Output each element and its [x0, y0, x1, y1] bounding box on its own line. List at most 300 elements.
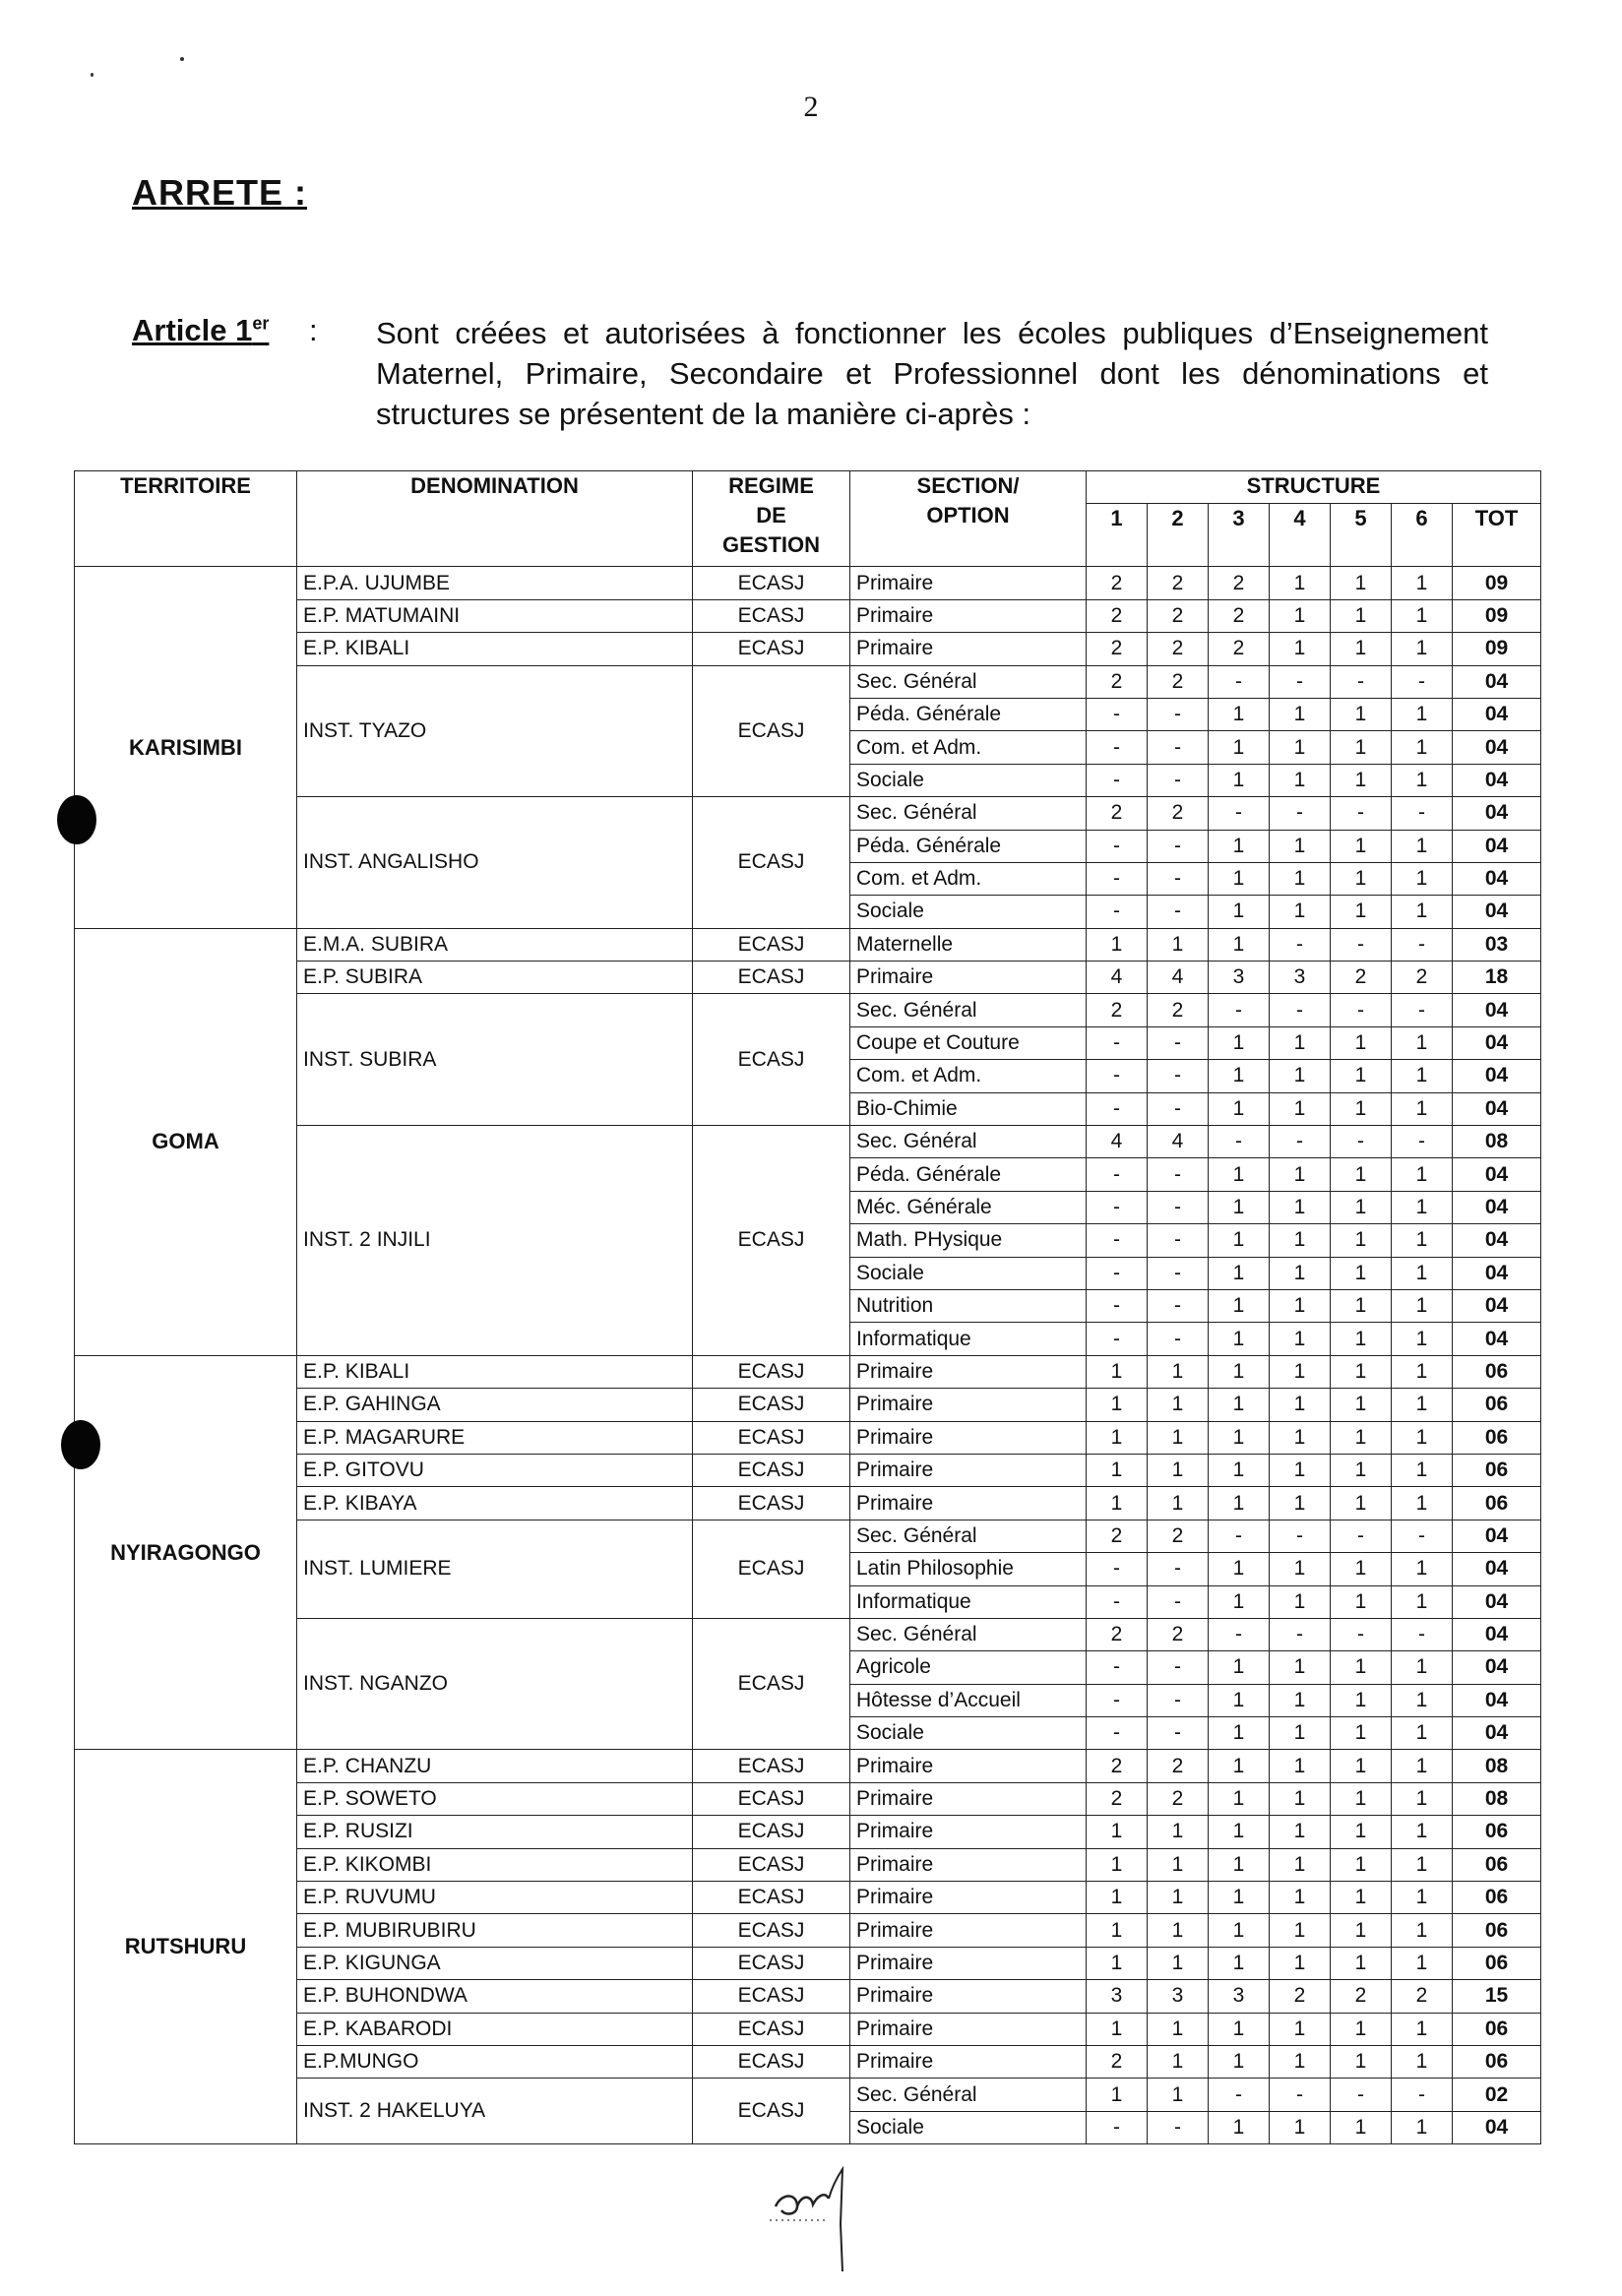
- regime-cell: ECASJ: [693, 633, 850, 665]
- structure-cell-5: 1: [1331, 1487, 1392, 1520]
- header-regime-line1: REGIME: [728, 473, 814, 498]
- total-cell: 04: [1453, 1651, 1541, 1684]
- structure-cell-3: 1: [1209, 1158, 1270, 1191]
- structure-cell-5: 1: [1331, 1848, 1392, 1881]
- regime-cell: ECASJ: [693, 1421, 850, 1454]
- option-cell: Sociale: [850, 2111, 1087, 2143]
- structure-cell-3: 1: [1209, 1585, 1270, 1618]
- structure-cell-1: 1: [1087, 1914, 1148, 1947]
- header-denomination: DENOMINATION: [297, 471, 693, 567]
- structure-cell-4: 1: [1270, 1454, 1331, 1486]
- regime-cell: ECASJ: [693, 1126, 850, 1356]
- option-cell: Primaire: [850, 1421, 1087, 1454]
- total-cell: 15: [1453, 1980, 1541, 2013]
- structure-cell-2: 1: [1148, 1914, 1209, 1947]
- total-cell: 04: [1453, 1684, 1541, 1716]
- structure-cell-4: 1: [1270, 1224, 1331, 1257]
- signature: [768, 2165, 866, 2278]
- structure-cell-1: 4: [1087, 1126, 1148, 1158]
- structure-cell-5: 1: [1331, 1684, 1392, 1716]
- regime-cell: ECASJ: [693, 1882, 850, 1914]
- structure-cell-3: 1: [1209, 1454, 1270, 1486]
- structure-cell-2: -: [1148, 2111, 1209, 2143]
- structure-table-wrapper: [74, 470, 1541, 2144]
- denomination-cell: E.P. SOWETO: [297, 1782, 693, 1815]
- structure-cell-2: -: [1148, 1585, 1209, 1618]
- denomination-cell: E.P.A. UJUMBE: [297, 567, 693, 599]
- structure-cell-6: 1: [1392, 830, 1453, 862]
- denomination-cell: E.P. KIBALI: [297, 1355, 693, 1388]
- structure-cell-6: -: [1392, 1618, 1453, 1650]
- total-cell: 04: [1453, 731, 1541, 764]
- denomination-cell: E.P. KIBAYA: [297, 1487, 693, 1520]
- structure-cell-2: -: [1148, 731, 1209, 764]
- structure-cell-6: -: [1392, 928, 1453, 961]
- signature-mark: [768, 2165, 866, 2273]
- structure-cell-6: 1: [1392, 1782, 1453, 1815]
- structure-cell-1: -: [1087, 731, 1148, 764]
- total-cell: 09: [1453, 599, 1541, 632]
- structure-cell-6: 1: [1392, 1389, 1453, 1421]
- denomination-cell: INST. NGANZO: [297, 1618, 693, 1750]
- total-cell: 02: [1453, 2079, 1541, 2111]
- denomination-cell: INST. ANGALISHO: [297, 797, 693, 929]
- option-cell: Péda. Générale: [850, 698, 1087, 730]
- total-cell: 06: [1453, 1882, 1541, 1914]
- total-cell: 04: [1453, 994, 1541, 1026]
- structure-cell-4: 2: [1270, 1980, 1331, 2013]
- structure-cell-2: 2: [1148, 1520, 1209, 1552]
- structure-cell-3: 1: [1209, 1389, 1270, 1421]
- total-cell: 04: [1453, 1158, 1541, 1191]
- structure-cell-4: 1: [1270, 1848, 1331, 1881]
- structure-cell-3: 1: [1209, 1487, 1270, 1520]
- structure-cell-1: 2: [1087, 599, 1148, 632]
- structure-cell-5: 1: [1331, 862, 1392, 895]
- option-cell: Primaire: [850, 1389, 1087, 1421]
- structure-cell-2: 2: [1148, 797, 1209, 830]
- structure-cell-1: 1: [1087, 1355, 1148, 1388]
- structure-cell-6: 1: [1392, 1651, 1453, 1684]
- denomination-cell: E.P. KIBALI: [297, 633, 693, 665]
- structure-cell-4: 1: [1270, 1092, 1331, 1125]
- structure-cell-3: -: [1209, 1126, 1270, 1158]
- denomination-cell: E.P. KABARODI: [297, 2013, 693, 2045]
- option-cell: Hôtesse d’Accueil: [850, 1684, 1087, 1716]
- total-cell: 06: [1453, 2045, 1541, 2078]
- option-cell: Primaire: [850, 1980, 1087, 2013]
- option-cell: Sociale: [850, 896, 1087, 928]
- structure-cell-4: 1: [1270, 1389, 1331, 1421]
- total-cell: 06: [1453, 1947, 1541, 1979]
- structure-cell-5: 2: [1331, 1980, 1392, 2013]
- structure-cell-6: 1: [1392, 1158, 1453, 1191]
- structure-cell-6: 1: [1392, 698, 1453, 730]
- structure-cell-1: -: [1087, 1060, 1148, 1092]
- structure-cell-4: 1: [1270, 862, 1331, 895]
- structure-cell-2: 1: [1148, 1816, 1209, 1848]
- structure-cell-4: 1: [1270, 1026, 1331, 1059]
- structure-cell-4: 1: [1270, 2045, 1331, 2078]
- structure-cell-4: -: [1270, 1126, 1331, 1158]
- option-cell: Méc. Générale: [850, 1191, 1087, 1223]
- option-cell: Com. et Adm.: [850, 1060, 1087, 1092]
- denomination-cell: E.P. GITOVU: [297, 1454, 693, 1486]
- structure-cell-2: -: [1148, 1191, 1209, 1223]
- article-body: Sont créées et autorisées à fonctionner les écoles publiques d’Enseignement Maternel, Primaire, Secondaire et Professionnel dont les dénominations et structures se présentent de la manière ci-après :: [376, 316, 1488, 431]
- structure-cell-1: 1: [1087, 928, 1148, 961]
- structure-cell-4: -: [1270, 665, 1331, 698]
- structure-cell-1: -: [1087, 764, 1148, 796]
- structure-cell-1: -: [1087, 698, 1148, 730]
- structure-cell-5: 1: [1331, 1289, 1392, 1322]
- denomination-cell: E.P. MUBIRUBIRU: [297, 1914, 693, 1947]
- header-regime: [693, 471, 850, 567]
- denomination-cell: E.M.A. SUBIRA: [297, 928, 693, 961]
- option-cell: Sec. Général: [850, 797, 1087, 830]
- structure-cell-5: -: [1331, 1126, 1392, 1158]
- structure-cell-6: 2: [1392, 962, 1453, 994]
- total-cell: 04: [1453, 1553, 1541, 1585]
- structure-cell-6: 1: [1392, 764, 1453, 796]
- option-cell: Com. et Adm.: [850, 731, 1087, 764]
- structure-cell-4: -: [1270, 994, 1331, 1026]
- arrete-heading: ARRETE :: [132, 172, 307, 213]
- total-cell: 04: [1453, 1618, 1541, 1650]
- structure-cell-2: 1: [1148, 1389, 1209, 1421]
- total-cell: 18: [1453, 962, 1541, 994]
- structure-cell-6: 1: [1392, 1585, 1453, 1618]
- option-cell: Primaire: [850, 1454, 1087, 1486]
- structure-cell-2: -: [1148, 862, 1209, 895]
- structure-cell-5: -: [1331, 1520, 1392, 1552]
- structure-cell-4: 1: [1270, 1816, 1331, 1848]
- structure-cell-3: -: [1209, 665, 1270, 698]
- structure-cell-6: 1: [1392, 1454, 1453, 1486]
- structure-cell-2: 2: [1148, 633, 1209, 665]
- header-col-5: 5: [1331, 504, 1392, 567]
- structure-cell-1: 1: [1087, 1487, 1148, 1520]
- scan-speck: [91, 73, 94, 77]
- total-cell: 04: [1453, 896, 1541, 928]
- denomination-cell: INST. SUBIRA: [297, 994, 693, 1126]
- structure-cell-6: 2: [1392, 1980, 1453, 2013]
- denomination-cell: E.P. CHANZU: [297, 1750, 693, 1782]
- structure-cell-6: 1: [1392, 2045, 1453, 2078]
- option-cell: Primaire: [850, 567, 1087, 599]
- scan-speck: [180, 57, 184, 61]
- total-cell: 06: [1453, 1914, 1541, 1947]
- structure-cell-4: 1: [1270, 1421, 1331, 1454]
- regime-cell: ECASJ: [693, 1618, 850, 1750]
- structure-cell-5: 1: [1331, 2045, 1392, 2078]
- structure-cell-5: -: [1331, 2079, 1392, 2111]
- option-cell: Sec. Général: [850, 994, 1087, 1026]
- page-number: 2: [803, 91, 819, 123]
- total-cell: 08: [1453, 1782, 1541, 1815]
- option-cell: Sociale: [850, 1717, 1087, 1750]
- structure-cell-5: 1: [1331, 1717, 1392, 1750]
- structure-cell-3: 1: [1209, 1684, 1270, 1716]
- structure-cell-6: 1: [1392, 633, 1453, 665]
- structure-cell-4: 1: [1270, 1487, 1331, 1520]
- structure-cell-1: 4: [1087, 962, 1148, 994]
- regime-cell: ECASJ: [693, 1750, 850, 1782]
- structure-cell-3: 2: [1209, 599, 1270, 632]
- structure-cell-5: 1: [1331, 731, 1392, 764]
- structure-cell-4: 1: [1270, 1684, 1331, 1716]
- option-cell: Primaire: [850, 1947, 1087, 1979]
- structure-cell-1: 1: [1087, 1848, 1148, 1881]
- regime-cell: ECASJ: [693, 1980, 850, 2013]
- structure-cell-1: -: [1087, 1717, 1148, 1750]
- structure-cell-2: 1: [1148, 1355, 1209, 1388]
- regime-cell: ECASJ: [693, 797, 850, 929]
- structure-cell-3: 1: [1209, 1257, 1270, 1289]
- structure-cell-4: 1: [1270, 896, 1331, 928]
- structure-cell-6: 1: [1392, 1060, 1453, 1092]
- option-cell: Sec. Général: [850, 665, 1087, 698]
- structure-cell-5: 1: [1331, 567, 1392, 599]
- structure-cell-5: 1: [1331, 1224, 1392, 1257]
- structure-cell-6: 1: [1392, 1684, 1453, 1716]
- structure-cell-1: -: [1087, 1553, 1148, 1585]
- structure-cell-3: 1: [1209, 1947, 1270, 1979]
- regime-cell: ECASJ: [693, 1947, 850, 1979]
- table-header: [75, 471, 1541, 567]
- structure-cell-4: -: [1270, 928, 1331, 961]
- table-row: [75, 1355, 1541, 1388]
- structure-cell-3: 1: [1209, 1224, 1270, 1257]
- regime-cell: ECASJ: [693, 1914, 850, 1947]
- structure-cell-4: 1: [1270, 1717, 1331, 1750]
- structure-cell-1: 1: [1087, 1389, 1148, 1421]
- total-cell: 04: [1453, 1191, 1541, 1223]
- structure-cell-4: 1: [1270, 731, 1331, 764]
- regime-cell: ECASJ: [693, 962, 850, 994]
- structure-cell-2: -: [1148, 1026, 1209, 1059]
- regime-cell: ECASJ: [693, 1816, 850, 1848]
- structure-cell-1: 1: [1087, 2013, 1148, 2045]
- structure-cell-1: -: [1087, 896, 1148, 928]
- option-cell: Informatique: [850, 1585, 1087, 1618]
- structure-cell-2: -: [1148, 1553, 1209, 1585]
- structure-cell-1: 1: [1087, 1816, 1148, 1848]
- structure-cell-3: 1: [1209, 1191, 1270, 1223]
- structure-cell-4: 1: [1270, 1289, 1331, 1322]
- header-regime-line2: DE: [756, 503, 786, 527]
- table-body: [75, 567, 1541, 2144]
- structure-cell-2: -: [1148, 764, 1209, 796]
- header-col-4: 4: [1270, 504, 1331, 567]
- structure-cell-1: 2: [1087, 1750, 1148, 1782]
- option-cell: Primaire: [850, 633, 1087, 665]
- structure-cell-1: -: [1087, 862, 1148, 895]
- total-cell: 04: [1453, 764, 1541, 796]
- option-cell: Sec. Général: [850, 2079, 1087, 2111]
- structure-cell-6: 1: [1392, 599, 1453, 632]
- total-cell: 06: [1453, 1421, 1541, 1454]
- structure-cell-3: 1: [1209, 1355, 1270, 1388]
- structure-cell-5: 1: [1331, 1323, 1392, 1355]
- punch-hole: [57, 795, 96, 844]
- structure-cell-5: 1: [1331, 896, 1392, 928]
- header-regime-line3: GESTION: [721, 532, 820, 557]
- structure-cell-2: 4: [1148, 962, 1209, 994]
- regime-cell: ECASJ: [693, 1782, 850, 1815]
- denomination-cell: INST. 2 HAKELUYA: [297, 2079, 693, 2144]
- structure-cell-2: -: [1148, 1651, 1209, 1684]
- structure-cell-2: 1: [1148, 1947, 1209, 1979]
- header-col-2: 2: [1148, 504, 1209, 567]
- structure-cell-4: 1: [1270, 567, 1331, 599]
- structure-cell-6: -: [1392, 2079, 1453, 2111]
- option-cell: Primaire: [850, 1914, 1087, 1947]
- structure-cell-6: 1: [1392, 1191, 1453, 1223]
- regime-cell: ECASJ: [693, 1848, 850, 1881]
- structure-cell-6: 1: [1392, 896, 1453, 928]
- structure-cell-1: 1: [1087, 1947, 1148, 1979]
- structure-cell-4: 1: [1270, 1060, 1331, 1092]
- structure-cell-4: 1: [1270, 1257, 1331, 1289]
- structure-cell-2: 1: [1148, 2079, 1209, 2111]
- denomination-cell: E.P. SUBIRA: [297, 962, 693, 994]
- structure-cell-6: 1: [1392, 1289, 1453, 1322]
- structure-cell-1: 2: [1087, 994, 1148, 1026]
- structure-cell-4: 1: [1270, 1323, 1331, 1355]
- structure-cell-3: 1: [1209, 1782, 1270, 1815]
- option-cell: Primaire: [850, 1487, 1087, 1520]
- header-col-1: 1: [1087, 504, 1148, 567]
- structure-cell-2: -: [1148, 1060, 1209, 1092]
- structure-cell-6: -: [1392, 1520, 1453, 1552]
- denomination-cell: E.P. KIKOMBI: [297, 1848, 693, 1881]
- structure-cell-3: 1: [1209, 928, 1270, 961]
- structure-cell-4: 1: [1270, 633, 1331, 665]
- option-cell: Primaire: [850, 1750, 1087, 1782]
- total-cell: 04: [1453, 1092, 1541, 1125]
- option-cell: Informatique: [850, 1323, 1087, 1355]
- structure-cell-3: 1: [1209, 1914, 1270, 1947]
- structure-cell-1: -: [1087, 1684, 1148, 1716]
- denomination-cell: INST. LUMIERE: [297, 1520, 693, 1618]
- structure-cell-4: 1: [1270, 1914, 1331, 1947]
- structure-cell-6: 1: [1392, 1026, 1453, 1059]
- total-cell: 04: [1453, 1026, 1541, 1059]
- structure-cell-2: 4: [1148, 1126, 1209, 1158]
- structure-cell-3: 1: [1209, 2013, 1270, 2045]
- structure-cell-5: -: [1331, 928, 1392, 961]
- total-cell: 04: [1453, 2111, 1541, 2143]
- structure-cell-3: -: [1209, 2079, 1270, 2111]
- structure-cell-3: 3: [1209, 1980, 1270, 2013]
- regime-cell: ECASJ: [693, 2013, 850, 2045]
- structure-cell-4: -: [1270, 1618, 1331, 1650]
- structure-cell-1: 3: [1087, 1980, 1148, 2013]
- structure-cell-2: -: [1148, 1323, 1209, 1355]
- structure-cell-2: 2: [1148, 599, 1209, 632]
- structure-cell-6: 1: [1392, 1882, 1453, 1914]
- structure-cell-1: 2: [1087, 633, 1148, 665]
- structure-cell-3: 1: [1209, 896, 1270, 928]
- option-cell: Péda. Générale: [850, 1158, 1087, 1191]
- structure-cell-4: 1: [1270, 1553, 1331, 1585]
- structure-cell-1: 1: [1087, 1882, 1148, 1914]
- denomination-cell: E.P. MATUMAINI: [297, 599, 693, 632]
- structure-cell-1: -: [1087, 1158, 1148, 1191]
- structure-cell-6: 1: [1392, 567, 1453, 599]
- total-cell: 04: [1453, 1585, 1541, 1618]
- structure-cell-1: 2: [1087, 567, 1148, 599]
- structure-cell-1: 2: [1087, 665, 1148, 698]
- total-cell: 06: [1453, 1454, 1541, 1486]
- structure-cell-6: 1: [1392, 1323, 1453, 1355]
- total-cell: 04: [1453, 1060, 1541, 1092]
- territory-cell: NYIRAGONGO: [75, 1355, 297, 1750]
- structure-cell-4: 1: [1270, 830, 1331, 862]
- structure-cell-4: 1: [1270, 1782, 1331, 1815]
- structure-cell-1: -: [1087, 1585, 1148, 1618]
- structure-cell-3: 1: [1209, 1553, 1270, 1585]
- option-cell: Primaire: [850, 1782, 1087, 1815]
- structure-cell-4: 1: [1270, 764, 1331, 796]
- regime-cell: ECASJ: [693, 2079, 850, 2144]
- territory-cell: GOMA: [75, 928, 297, 1355]
- total-cell: 04: [1453, 1717, 1541, 1750]
- structure-cell-3: 1: [1209, 1651, 1270, 1684]
- structure-cell-2: 3: [1148, 1980, 1209, 2013]
- structure-cell-4: 1: [1270, 2013, 1331, 2045]
- structure-cell-4: 1: [1270, 2111, 1331, 2143]
- structure-cell-3: 1: [1209, 1421, 1270, 1454]
- total-cell: 06: [1453, 1389, 1541, 1421]
- structure-cell-2: -: [1148, 1717, 1209, 1750]
- structure-cell-2: 1: [1148, 1487, 1209, 1520]
- structure-cell-4: 1: [1270, 698, 1331, 730]
- structure-cell-6: 1: [1392, 1947, 1453, 1979]
- denomination-cell: E.P. KIGUNGA: [297, 1947, 693, 1979]
- structure-cell-2: 2: [1148, 994, 1209, 1026]
- structure-cell-5: 1: [1331, 2013, 1392, 2045]
- option-cell: Math. PHysique: [850, 1224, 1087, 1257]
- total-cell: 04: [1453, 1224, 1541, 1257]
- structure-cell-1: -: [1087, 1224, 1148, 1257]
- structure-cell-4: 1: [1270, 1947, 1331, 1979]
- structure-cell-6: 1: [1392, 1914, 1453, 1947]
- total-cell: 06: [1453, 1487, 1541, 1520]
- structure-cell-4: 1: [1270, 599, 1331, 632]
- total-cell: 09: [1453, 567, 1541, 599]
- structure-cell-3: -: [1209, 994, 1270, 1026]
- regime-cell: ECASJ: [693, 994, 850, 1126]
- structure-cell-2: 1: [1148, 1421, 1209, 1454]
- structure-cell-5: 1: [1331, 1882, 1392, 1914]
- option-cell: Primaire: [850, 1882, 1087, 1914]
- structure-cell-5: 2: [1331, 962, 1392, 994]
- punch-hole: [61, 1420, 100, 1469]
- structure-cell-5: 1: [1331, 2111, 1392, 2143]
- option-cell: Primaire: [850, 2045, 1087, 2078]
- structure-cell-5: 1: [1331, 633, 1392, 665]
- structure-cell-2: 1: [1148, 2013, 1209, 2045]
- structure-cell-2: 2: [1148, 1782, 1209, 1815]
- structure-cell-2: 1: [1148, 1454, 1209, 1486]
- regime-cell: ECASJ: [693, 1454, 850, 1486]
- structure-cell-2: -: [1148, 1158, 1209, 1191]
- regime-cell: ECASJ: [693, 1355, 850, 1388]
- structure-cell-5: 1: [1331, 1355, 1392, 1388]
- option-cell: Primaire: [850, 1848, 1087, 1881]
